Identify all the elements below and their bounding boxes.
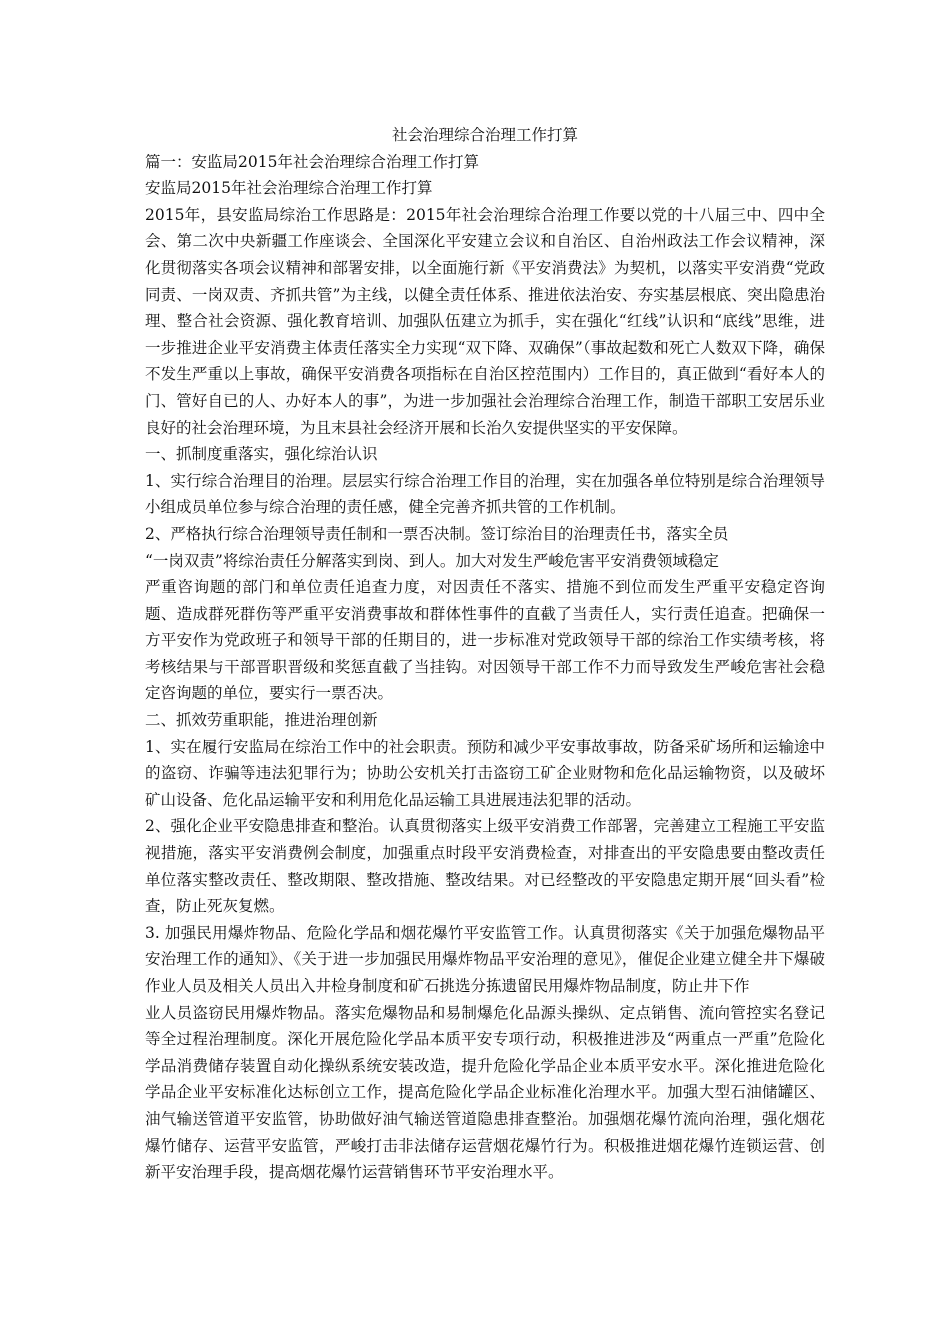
paragraph: 严重咨询题的部门和单位责任追查力度，对因责任不落实、措施不到位而发生严重平安稳定咨询题、造成群死群伤等严重平安消费事故和群体性事件的直截了当责任人，实行责任追查。把确保一方平安作为党政班子和领导干部的任期目的，进一步标准对党政领导干部的综治工作实绩考核，将考核结果与干部晋职晋级和奖惩直截了当挂钩。对因领导干部工作不力而导致发生严峻危害社会稳定咨询题的单位，要实行一票否决。 xyxy=(145,578,825,703)
document-subtitle: 安监局2015年社会治理综合治理工作打算 xyxy=(145,179,433,198)
paragraph-line: “一岗双责”将综治责任分解落实到岗、到人。加大对发生严峻危害平安消费领域稳定 xyxy=(145,551,719,570)
paragraph: 业人员盗窃民用爆炸物品。落实危爆物品和易制爆危化品源头操纵、定点销售、流向管控实名登记等全过程治理制度。深化开展危险化学品本质平安专项行动，积极推进涉及“两重点一严重”危险化学品消费储存装置自动化操纵系统安装改造，提升危险化学品企业本质平安水平。深化推进危险化学品企业平安标准化达标创立工作，提高危险化学品企业标准化治理水平。加强大型石油储罐区、油气输送管道平安监管，协助做好油气输送管道隐患排查整治。加强烟花爆竹流向治理，强化烟花爆竹储存、运营平安监管，严峻打击非法储存运营烟花爆竹行为。积极推进烟花爆竹连锁运营、创新平安治理手段，提高烟花爆竹运营销售环节平安治理水平。 xyxy=(145,1003,825,1182)
paragraph: 1、实在履行安监局在综治工作中的社会职责。预防和减少平安事故事故，防备采矿场所和运输途中的盗窃、诈骗等违法犯罪行为；协助公安机关打击盗窃工矿企业财物和危化品运输物资，以及破坏矿山设备、危化品运输平安和利用危化品运输工具进展违法犯罪的活动。 xyxy=(145,737,825,809)
paragraph: 2、强化企业平安隐患排查和整治。认真贯彻落实上级平安消费工作部署，完善建立工程施工平安监视措施，落实平安消费例会制度，加强重点时段平安消费检查，对排查出的平安隐患要由整改责任单位落实整改责任、整改期限、整改措施、整改结果。对已经整改的平安隐患定期开展“回头看”检查，防止死灰复燃。 xyxy=(145,817,825,916)
section-heading: 篇一：安监局2015年社会治理综合治理工作打算 xyxy=(145,152,479,171)
document-page xyxy=(145,122,825,1186)
paragraph: 1、实行综合治理目的治理。层层实行综合治理工作目的治理，实在加强各单位特别是综合治理领导小组成员单位参与综合治理的责任感，健全完善齐抓共管的工作机制。 xyxy=(145,471,825,517)
paragraph: 2015年，县安监局综治工作思路是：2015年社会治理综合治理工作要以党的十八届三中、四中全会、第二次中央新疆工作座谈会、全国深化平安建立会议和自治区、自治州政法工作会议精神，深化贯彻落实各项会议精神和部署安排，以全面施行新《平安消费法》为契机，以落实平安消费“党政同责、一岗双责、齐抓共管”为主线，以健全责任体系、推进依法治安、夯实基层根底、突出隐患治理、整合社会资源、强化教育培训、加强队伍建立为抓手，实在强化“红线”认识和“底线”思维，进一步推进企业平安消费主体责任落实全力实现“双下降、双确保”（事故起数和死亡人数双下降，确保不发生严重以上事故，确保平安消费各项指标在自治区控范围内）工作目的，真正做到“看好本人的门、管好自已的人、办好本人的事”，为进一步加强社会治理综合治理工作，制造干部职工安居乐业良好的社会治理环境，为且末县社会经济开展和长治久安提供坚实的平安保障。 xyxy=(145,205,825,437)
section-heading: 一、抓制度重落实，强化综治认识 xyxy=(145,445,378,464)
section-heading: 二、抓效劳重职能，推进治理创新 xyxy=(145,711,378,730)
paragraph: 3. 加强民用爆炸物品、危险化学品和烟花爆竹平安监管工作。认真贯彻落实《关于加强危爆物品平安治理工作的通知》、《关于进一步加强民用爆炸物品平安治理的意见》，催促企业建立健全井下爆破作业人员及相关人员出入井检身制度和矿石挑选分拣遗留民用爆炸物品制度，防止井下作 xyxy=(145,923,825,995)
document-title: 社会治理综合治理工作打算 xyxy=(391,126,578,144)
paragraph-line: 2、严格执行综合治理领导责任制和一票否决制。签订综治目的治理责任书，落实全员 xyxy=(145,524,729,543)
